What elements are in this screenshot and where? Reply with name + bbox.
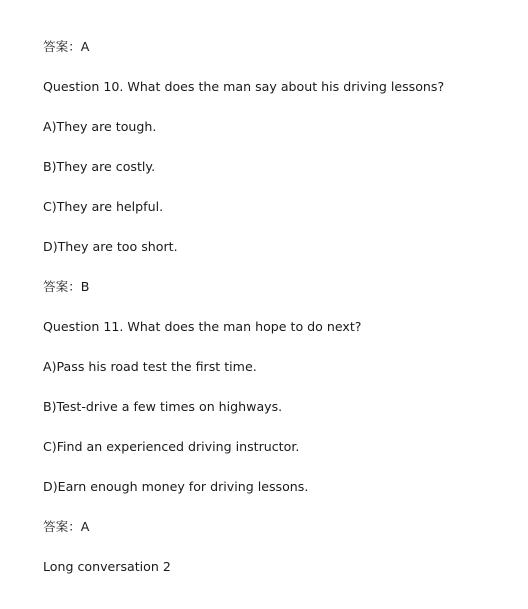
q10-option-a: A)They are tough. (43, 119, 157, 134)
answer-line: 答案：A (43, 39, 90, 54)
question-11-text: Question 11. What does the man hope to do next? (43, 319, 362, 334)
document-body (43, 36, 513, 596)
q10-option-b: B)They are costly. (43, 159, 156, 174)
q10-answer-line: 答案：B (43, 279, 90, 294)
section-heading: Long conversation 2 (43, 559, 171, 574)
q10-option-c: C)They are helpful. (43, 199, 164, 214)
q11-option-c: C)Find an experienced driving instructor. (43, 439, 300, 454)
q11-answer-line: 答案：A (43, 519, 90, 534)
q11-option-b: B)Test-drive a few times on highways. (43, 399, 283, 414)
question-10-text: Question 10. What does the man say about his driving lessons? (43, 79, 445, 94)
q10-option-d: D)They are too short. (43, 239, 178, 254)
q11-option-d: D)Earn enough money for driving lessons. (43, 479, 309, 494)
q11-option-a: A)Pass his road test the first time. (43, 359, 257, 374)
